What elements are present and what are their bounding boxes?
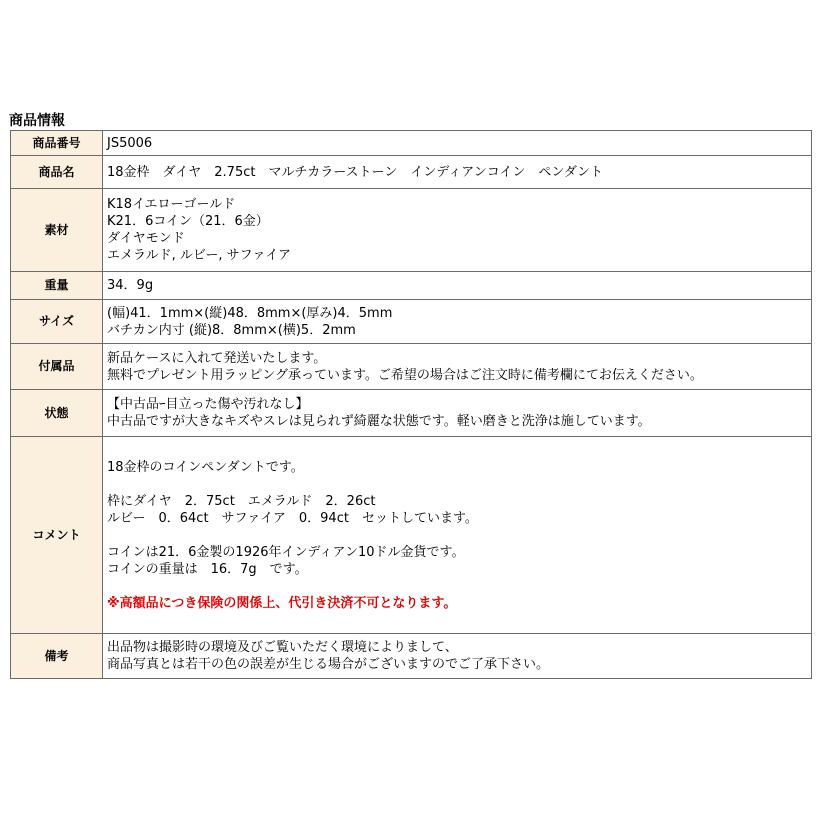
comment-line: 枠にダイヤ 2．75ct エメラルド 2．26ct — [107, 493, 376, 509]
label-product-name: 商品名 — [11, 156, 103, 189]
condition-line: 中古品ですが大きなキズやスレは見られず綺麗な状態です。軽い磨きと洗浄は施しています。 — [107, 414, 651, 429]
remarks-line: 出品物は撮影時の環境及びご覧いただく環境によりまして、 — [107, 640, 458, 655]
material-line: K18イエローゴールド — [107, 197, 236, 212]
accessories-line: 無料でプレゼント用ラッピング承っています。ご希望の場合はご注文時に備考欄にてお伝えください。 — [107, 367, 703, 383]
label-accessories: 付属品 — [11, 344, 103, 390]
material-line: エメラルド, ルビー, サファイア — [107, 248, 291, 263]
label-remarks: 備考 — [11, 634, 103, 679]
comment-line: コインの重量は 16．7g です。 — [107, 561, 308, 577]
section-title: 商品情報 — [9, 113, 65, 129]
value-condition — [103, 390, 812, 437]
row-condition — [11, 390, 812, 437]
row-weight — [11, 272, 812, 300]
row-comment — [11, 437, 812, 634]
comment-line: 18金枠のコインペンダントです。 — [107, 459, 304, 475]
size-line: (幅)41．1mm×(縦)48．8mm×(厚み)4．5mm — [107, 305, 393, 321]
material-line: ダイヤモンド — [107, 231, 185, 246]
value-product-number: JS5006 — [103, 131, 812, 156]
row-product-name — [11, 156, 812, 189]
value-size — [103, 300, 812, 344]
accessories-line: 新品ケースに入れて発送いたします。 — [107, 350, 327, 366]
material-line: K21．6コイン（21．6金） — [107, 214, 269, 229]
size-line: バチカン内寸 (縦)8．8mm×(横)5．2mm — [107, 322, 356, 338]
product-info-table — [10, 130, 812, 679]
row-material — [11, 189, 812, 272]
label-weight: 重量 — [11, 272, 103, 300]
row-size — [11, 300, 812, 344]
comment-line: ルビー 0．64ct サファイア 0．94ct セットしています。 — [107, 510, 478, 526]
comment-warning: ※高額品につき保険の関係上、代引き決済不可となります。 — [107, 595, 457, 611]
value-weight: 34．9g — [103, 272, 812, 300]
label-condition: 状態 — [11, 390, 103, 437]
comment-spacer — [107, 527, 807, 544]
label-comment: コメント — [11, 437, 103, 634]
value-comment — [103, 437, 812, 634]
remarks-line: 商品写真とは若干の色の誤差が生じる場合がございますのでご了承下さい。 — [107, 657, 550, 672]
label-size: サイズ — [11, 300, 103, 344]
row-product-number — [11, 131, 812, 156]
condition-line: 【中古品ｰ目立った傷や汚れなし】 — [107, 397, 309, 412]
value-remarks — [103, 634, 812, 679]
comment-spacer — [107, 476, 807, 493]
label-material: 素材 — [11, 189, 103, 272]
value-material — [103, 189, 812, 272]
row-remarks — [11, 634, 812, 679]
value-accessories — [103, 344, 812, 390]
value-product-name: 18金枠 ダイヤ 2.75ct マルチカラーストーン インディアンコイン ペンダント — [103, 156, 812, 189]
row-accessories — [11, 344, 812, 390]
comment-line: コインは21．6金製の1926年インディアン10ドル金貨です。 — [107, 544, 465, 560]
comment-spacer — [107, 578, 807, 595]
label-product-number: 商品番号 — [11, 131, 103, 156]
